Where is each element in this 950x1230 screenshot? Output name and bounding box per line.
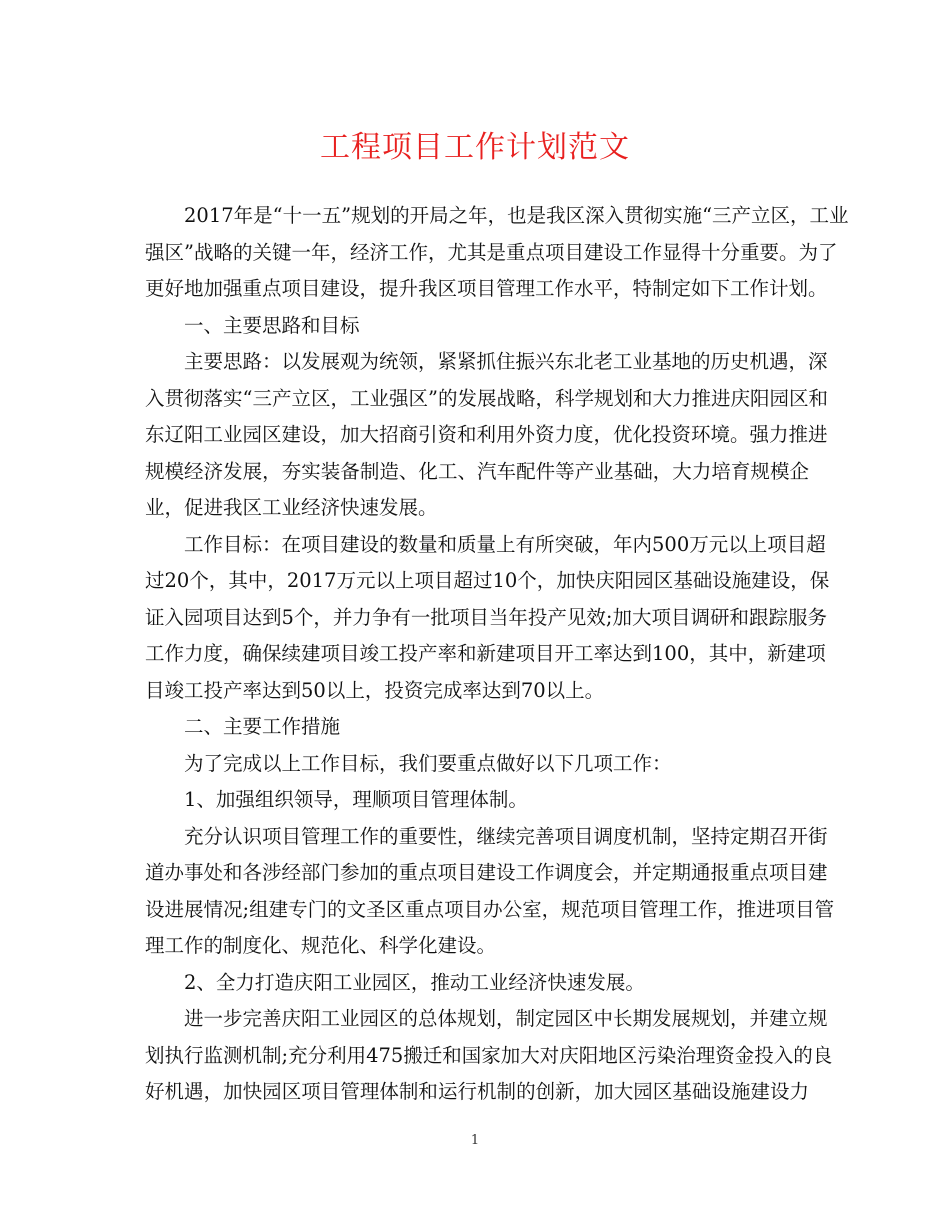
page-number: 1 bbox=[470, 1133, 480, 1148]
text-line: 业，促进我区工业经济快速发展。 bbox=[145, 496, 438, 519]
text-line: 道办事处和各涉经部门参加的重点项目建设工作调度会，并定期通报重点项目建 bbox=[145, 861, 828, 884]
text-line: 为了完成以上工作目标，我们要重点做好以下几项工作： bbox=[184, 751, 672, 775]
text-line: 理工作的制度化、规范化、科学化建设。 bbox=[145, 934, 497, 957]
text-line: 东辽阳工业园区建设，加大招商引资和利用外资力度，优化投资环境。强力推进 bbox=[145, 423, 828, 446]
document-title: 工程项目工作计划范文 bbox=[320, 130, 630, 165]
text-line: 设进展情况;组建专门的文圣区重点项目办公室，规范项目管理工作，推进项目管 bbox=[145, 897, 835, 921]
text-line: 入贯彻落实“三产立区，工业强区”的发展战略，科学规划和大力推进庆阳园区和 bbox=[145, 386, 828, 410]
document-body bbox=[145, 198, 849, 1111]
text-line: 一、主要思路和目标 bbox=[184, 313, 360, 337]
text-line: 工作目标：在项目建设的数量和质量上有所突破，年内500万元以上项目超 bbox=[184, 532, 826, 556]
text-line: 主要思路：以发展观为统领，紧紧抓住振兴东北老工业基地的历史机遇，深 bbox=[184, 350, 828, 373]
text-line: 过20个，其中，2017万元以上项目超过10个，加快庆阳园区基础设施建设，保 bbox=[145, 569, 830, 592]
text-line: 二、主要工作措施 bbox=[184, 715, 341, 738]
text-line: 规模经济发展，夯实装备制造、化工、汽车配件等产业基础，大力培育规模企 bbox=[145, 459, 809, 483]
text-line: 好机遇，加快园区项目管理体制和运行机制的创新，加大园区基础设施建设力 bbox=[145, 1080, 809, 1103]
text-line: 强区”战略的关键一年，经济工作，尤其是重点项目建设工作显得十分重要。为了 bbox=[145, 240, 838, 264]
text-line: 目竣工投产率达到50以上，投资完成率达到70以上。 bbox=[145, 678, 605, 702]
text-line: 2017年是“十一五”规划的开局之年，也是我区深入贯彻实施“三产立区，工业 bbox=[184, 204, 849, 227]
text-line: 进一步完善庆阳工业园区的总体规划，制定园区中长期发展规划，并建立规 bbox=[184, 1007, 828, 1030]
text-line: 1、加强组织领导，理顺项目管理体制。 bbox=[184, 788, 528, 811]
text-line: 证入园项目达到5个，并力争有一批项目当年投产见效;加大项目调研和跟踪服务 bbox=[145, 605, 827, 629]
text-line: 工作力度，确保续建项目竣工投产率和新建项目开工率达到100，其中，新建项 bbox=[145, 642, 826, 665]
text-line: 充分认识项目管理工作的重要性，继续完善项目调度机制，坚持定期召开街 bbox=[184, 824, 828, 848]
text-line: 划执行监测机制;充分利用475搬迁和国家加大对庆阳地区污染治理资金投入的良 bbox=[145, 1043, 833, 1067]
text-line: 更好地加强重点项目建设，提升我区项目管理工作水平，特制定如下工作计划。 bbox=[145, 277, 828, 300]
text-line: 2、全力打造庆阳工业园区，推动工业经济快速发展。 bbox=[184, 970, 645, 994]
